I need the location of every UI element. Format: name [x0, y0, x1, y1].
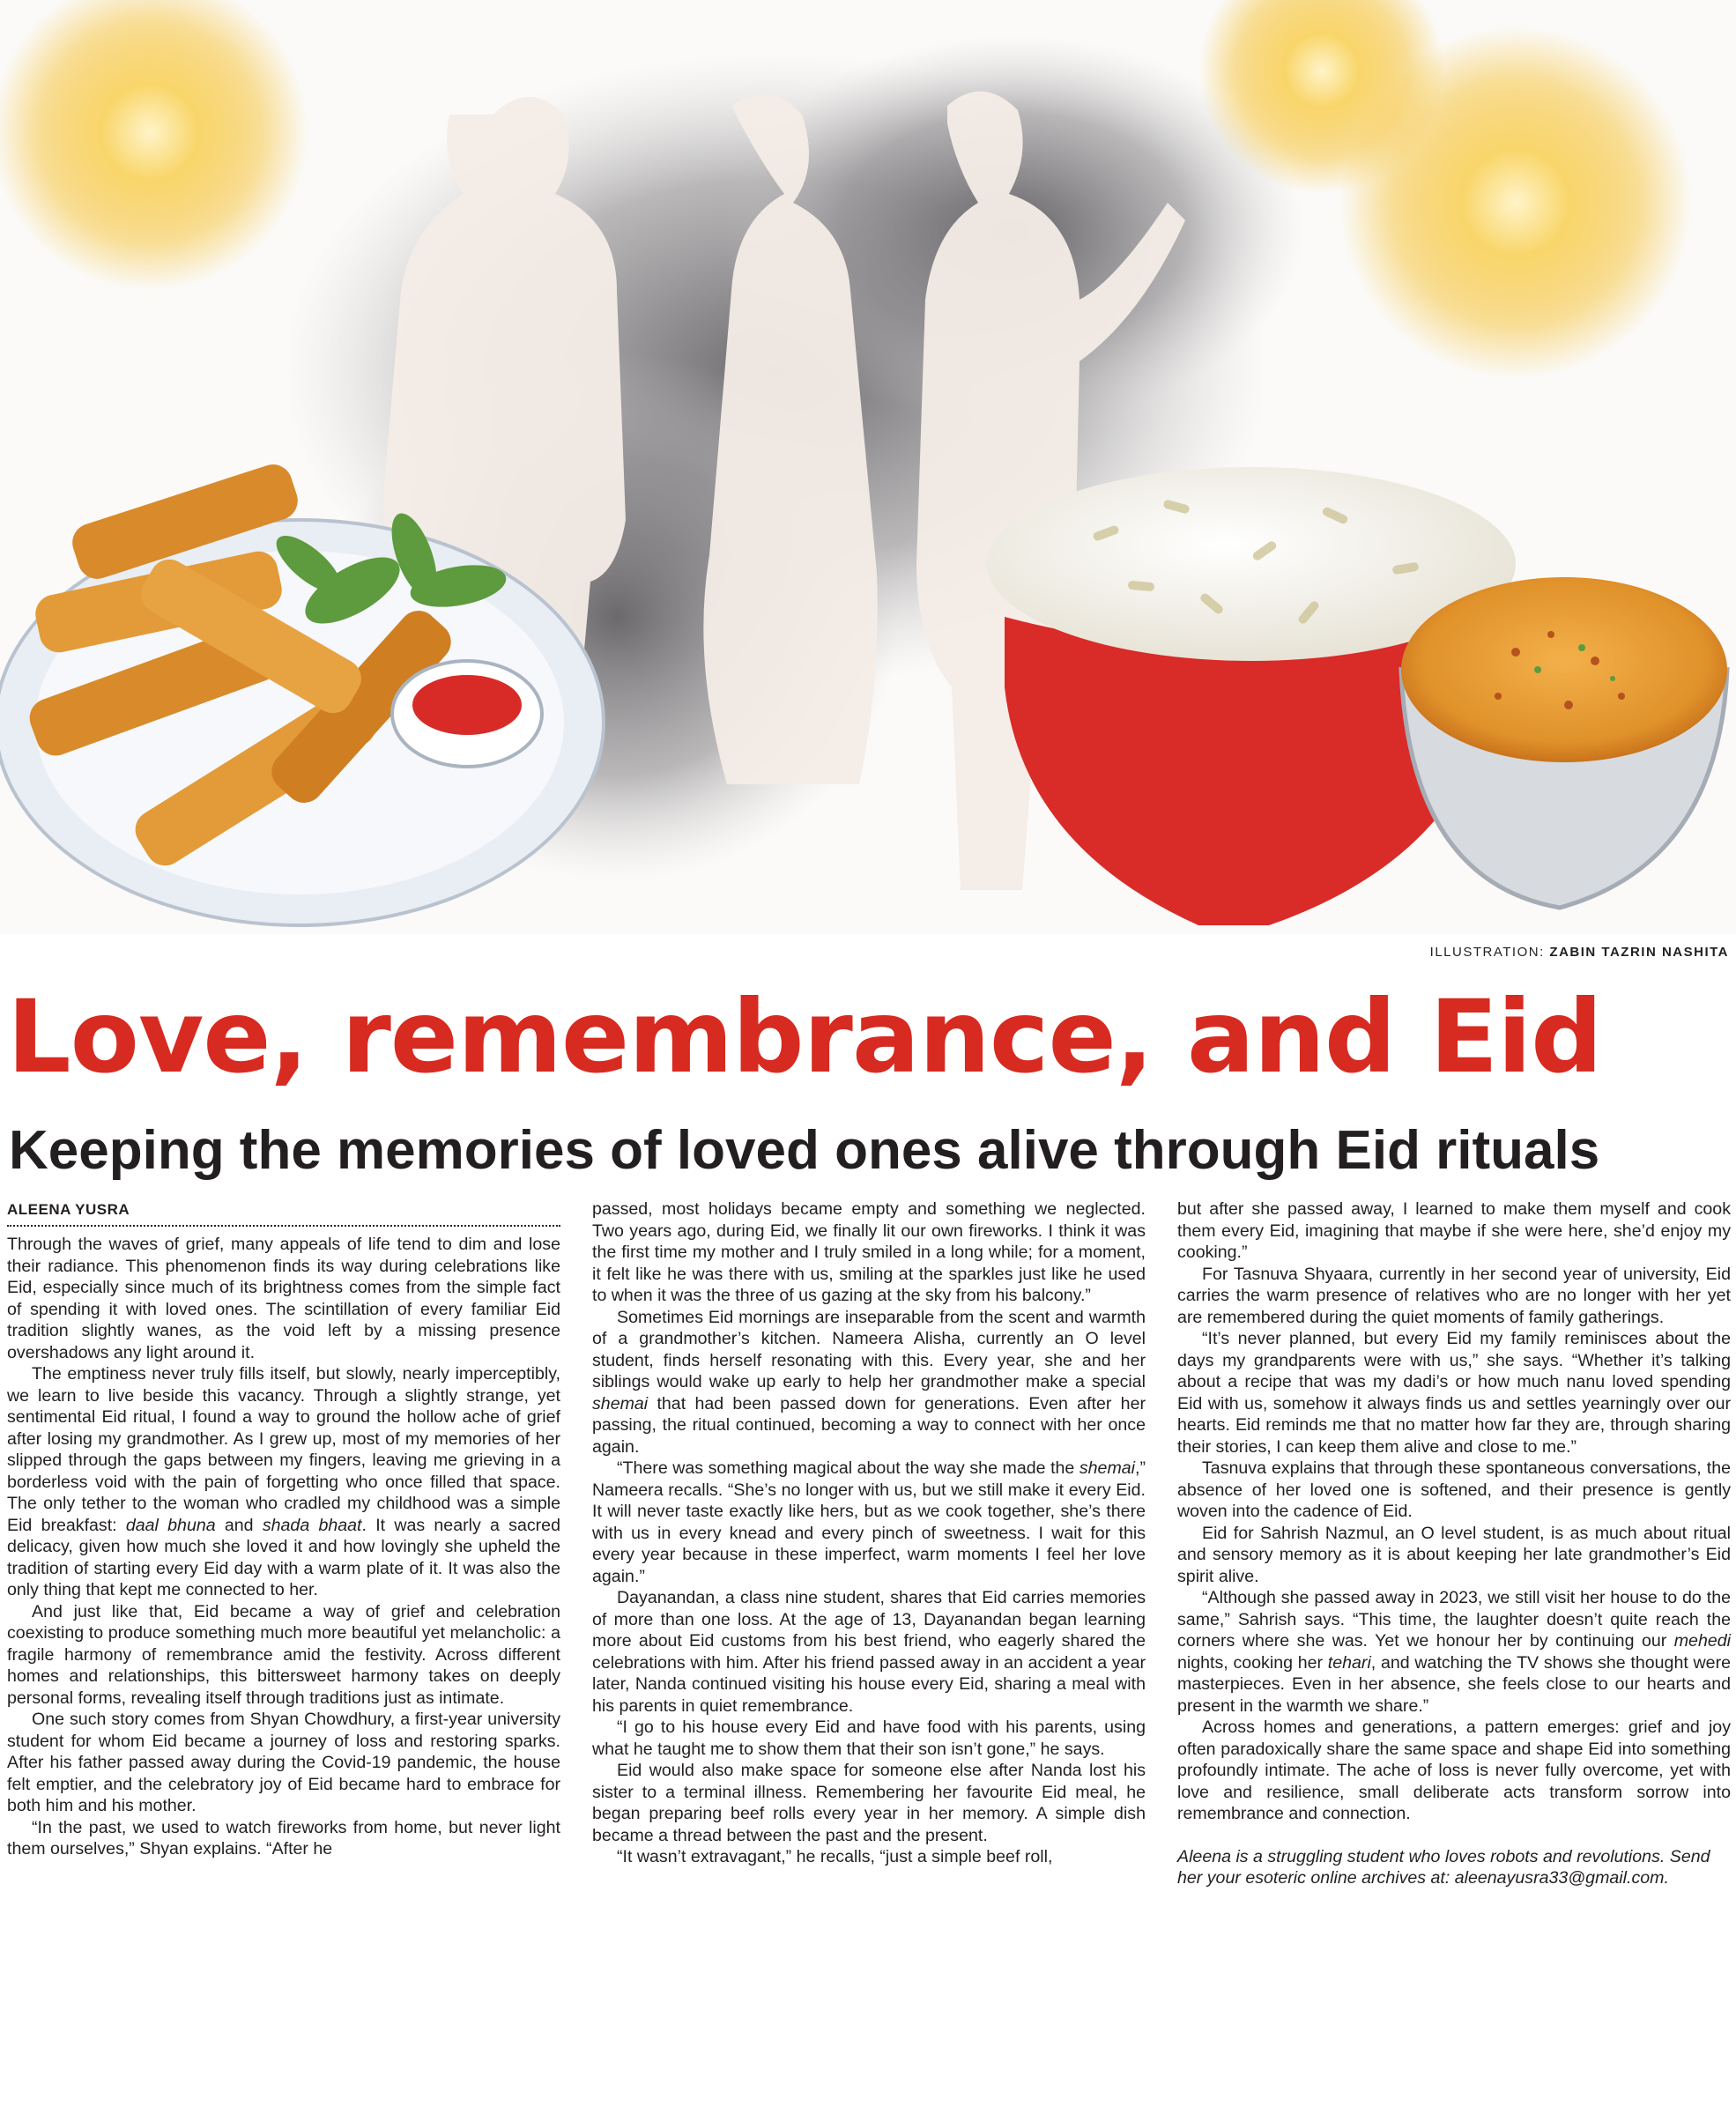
paragraph: but after she passed away, I learned to make them myself and cook them every Eid, imagining that maybe if she were here, she’d enjoy my cooking.”	[1177, 1199, 1731, 1262]
header-illustration	[0, 0, 1736, 934]
headline: Love, remembrance, and Eid	[7, 978, 1602, 1095]
eid-illustration	[0, 0, 1736, 934]
paragraph: “Although she passed away in 2023, we still visit her house to do the same,” Sahrish says. “This time, the laughter doesn’t quite reach the corners where she was. Yet we honour her by continuing our mehedi nights, cooking her tehari, and watching the TV shows she thought were masterpieces. Even in her absence, she feels close to our hearts and present in the warmth we share.”	[1177, 1588, 1731, 1716]
byline: ALEENA YUSRA	[7, 1201, 130, 1218]
paragraph: Eid for Sahrish Nazmul, an O level student, is as much about ritual and sensory memory as it is about keeping her late grandmother’s Eid spirit alive.	[1177, 1523, 1731, 1586]
paragraph: Tasnuva explains that through these spontaneous conversations, the absence of her loved one is softened, and their presence is gently woven into the cadence of Eid.	[1177, 1458, 1731, 1521]
byline-divider	[7, 1225, 560, 1227]
paragraph: “In the past, we used to watch fireworks from home, but never light them ourselves,” Shyan explains. “After he	[7, 1817, 560, 1859]
paragraph: passed, most holidays became empty and something we neglected. Two years ago, during Eid, we finally lit our own fireworks. I think it was the first time my mother and I truly smiled in a long while; for a moment, it felt like he was there with us, smiling at the sparkles just like he used to when it was the three of us gazing at the sky from his balcony.”	[592, 1199, 1146, 1305]
credit-name: ZABIN TAZRIN NASHITA	[1549, 945, 1729, 960]
paragraph: Across homes and generations, a pattern emerges: grief and joy often paradoxically share the same space and shape Eid into something profoundly intimate. The ache of loss is never fully overcome, yet with love and resilience, small deliberate acts transform sorrow into remembrance and connection.	[1177, 1718, 1731, 1823]
paragraph: Through the waves of grief, many appeals of life tend to dim and lose their radiance. This phenomenon finds its way during celebrations like Eid, especially since much of its brightness comes from the simple fact of spending it with loved ones. The scintillation of every familiar Eid tradition slightly wanes, as the void left by a missing presence overshadows any light around it.	[7, 1235, 560, 1362]
paragraph: The emptiness never truly fills itself, but slowly, nearly imperceptibly, we learn to live beside this vacancy. Through a slightly strange, yet sentimental Eid ritual, I found a way to ground the hollow ache of grief after losing my grandmother. As I grew up, most of my memories of her slipped through the gaps between my fingers, leaving me grieving in a borderless void with the pain of forgetting who once filled that space. The only tether to the woman who cradled my childhood was a simple Eid breakfast: daal bhuna and shada bhaat. It was nearly a sacred delicacy, given how much she loved it and how lovingly she upheld the tradition of starting every Eid day with a warm plate of it. It was also the only thing that kept me connected to her.	[7, 1364, 560, 1599]
subheadline: Keeping the memories of loved ones alive through Eid rituals	[9, 1120, 1600, 1181]
paragraph: “There was something magical about the way she made the shemai,” Nameera recalls. “She’s no longer with us, but we still make it every Eid. It will never taste exactly like hers, but as we cook together, she’s there with us in every knead and every pinch of sweetness. I wait for this every year because in these imperfect, warm moments I feel her love again.”	[592, 1458, 1146, 1586]
paragraph: Dayanandan, a class nine student, shares that Eid carries memories of more than one loss. At the age of 13, Dayanandan began learning more about Eid customs from his best friend, who eagerly shared the celebrations with him. After his friend passed away in an accident a year later, Nanda continued visiting his house every Eid, sharing a meal with his parents in quiet remembrance.	[592, 1588, 1146, 1716]
paragraph: “I go to his house every Eid and have food with his parents, using what he taught me to show them that their son isn’t gone,” he says.	[592, 1718, 1146, 1759]
paragraph: “It’s never planned, but every Eid my family reminisces about the days my grandparents were with us,” she says. “Whether it’s talking about a recipe that was my dadi’s or how much nanu loved spending Eid with us, somehow it always finds us and settles yearningly over our hearts. Eid reminds me that no matter how far they are, through sharing their stories, I can keep them alive and close to me.”	[1177, 1329, 1731, 1457]
firework-right	[1339, 26, 1692, 379]
paragraph: Eid would also make space for someone else after Nanda lost his sister to a terminal illness. Remembering her favourite Eid meal, he began preparing beef rolls every year in her memory. A simple dish became a thread between the past and the present.	[592, 1761, 1146, 1845]
paragraph: “It wasn’t extravagant,” he recalls, “just a simple beef roll,	[617, 1847, 1053, 1866]
paragraph: For Tasnuva Shyaara, currently in her second year of university, Eid carries the warm presence of relatives who are no longer with her yet are remembered during the quiet moments of family gatherings.	[1177, 1264, 1731, 1327]
illustration-credit	[1430, 945, 1729, 960]
author-bio: Aleena is a struggling student who loves robots and revolutions. Send her your esoteric online archives at: aleenayusra33@gmail.com.	[1177, 1846, 1710, 1888]
paragraph: One such story comes from Shyan Chowdhury, a first-year university student for whom Eid became a journey of loss and restoring sparks. After his father passed away during the Covid-19 pandemic, the house felt emptier, and the celebratory joy of Eid became hard to embrace for both him and his mother.	[7, 1710, 560, 1815]
article-column-2	[592, 1198, 1146, 1868]
article-column-3	[1177, 1198, 1731, 1889]
article-column-1	[7, 1198, 560, 1860]
paragraph: And just like that, Eid became a way of grief and celebration coexisting to produce something much more beautiful yet melancholic: a fragile harmony of remembrance amid the festivity. Across different homes and relationships, this bittersweet harmony takes on deeply personal forms, revealing itself through traditions just as intimate.	[7, 1601, 560, 1708]
firework-left	[0, 0, 308, 291]
sauce	[412, 675, 522, 735]
curry	[1401, 577, 1727, 762]
paragraph: Sometimes Eid mornings are inseparable from the scent and warmth of a grandmother’s kitchen. Nameera Alisha, currently an O level student, finds herself resonating with this. Every year, she and her siblings would wake up early to help her grandmother make a special shemai that had been passed down for generations. Even after her passing, the ritual continued, becoming a way to connect with her once again.	[592, 1307, 1146, 1457]
credit-prefix: ILLUSTRATION:	[1429, 945, 1545, 960]
